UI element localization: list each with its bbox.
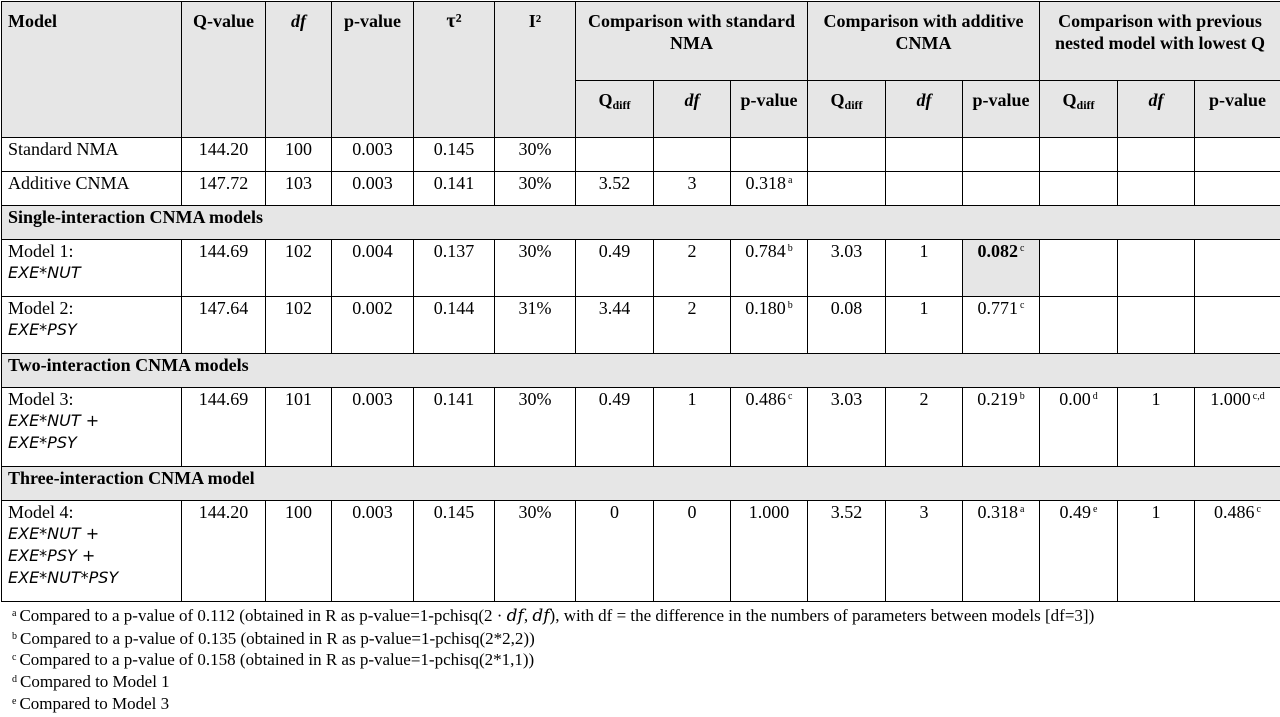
table-row xyxy=(2,240,1280,297)
p-value: 0.004 xyxy=(332,240,414,297)
empty-cell xyxy=(1195,297,1280,354)
empty-cell xyxy=(1118,172,1195,206)
qdiff-standard: 0.49 xyxy=(576,240,654,297)
p-value: 0.003 xyxy=(332,172,414,206)
group-header-additive: Comparison with additive CNMA xyxy=(808,2,1040,81)
pvalue-standard: 0.784 $^b$ xyxy=(731,240,808,297)
pvalue-additive: 0.318 $^a$ xyxy=(963,501,1040,602)
col-header-tau2: τ² xyxy=(414,2,495,138)
empty-cell xyxy=(1040,297,1118,354)
empty-cell xyxy=(576,138,654,172)
section-row xyxy=(2,354,1280,388)
df-value: 103 xyxy=(266,172,332,206)
empty-cell xyxy=(1118,240,1195,297)
group-header-standard: Comparison with standard NMA xyxy=(576,2,808,81)
table-row xyxy=(2,501,1280,602)
qdiff-standard: 0 xyxy=(576,501,654,602)
section-row xyxy=(2,467,1280,501)
p-value: 0.003 xyxy=(332,138,414,172)
empty-cell xyxy=(1195,172,1280,206)
subheader-pvalue-additive: p-value xyxy=(963,81,1040,138)
df-standard: 3 xyxy=(654,172,731,206)
q-value: 144.20 xyxy=(182,501,266,602)
df-value: 100 xyxy=(266,138,332,172)
empty-cell xyxy=(654,138,731,172)
qdiff-additive: 0.08 xyxy=(808,297,886,354)
df-value: 101 xyxy=(266,388,332,467)
pvalue-standard: 1.000 xyxy=(731,501,808,602)
table-row xyxy=(2,388,1280,467)
subheader-qdiff-standard: $Q_{diff}$ xyxy=(576,81,654,138)
p-value: 0.003 xyxy=(332,501,414,602)
pvalue-standard: 0.486 $^c$ xyxy=(731,388,808,467)
col-header-df: df xyxy=(266,2,332,138)
tau2-value: 0.145 xyxy=(414,138,495,172)
footnote-a: $^a$ Compared to a p-value of 0.112 (obtained in R as p-value=1-pchisq(2 · df, df), with df = the difference in the numbers of parameters between models [df=3]) xyxy=(12,606,1095,626)
section-title: Three-interaction CNMA model xyxy=(2,467,1280,501)
df-value: 102 xyxy=(266,240,332,297)
pvalue-additive-highlighted: 0.082 $^c$ xyxy=(963,240,1040,297)
tau2-value: 0.141 xyxy=(414,172,495,206)
section-row xyxy=(2,206,1280,240)
header-row-1 xyxy=(2,2,1280,81)
df-additive: 1 xyxy=(886,240,963,297)
model-name: Model 2: EXE*PSY xyxy=(2,297,182,354)
subheader-df-previous: df xyxy=(1118,81,1195,138)
empty-cell xyxy=(1040,138,1118,172)
i2-value: 30% xyxy=(495,388,576,467)
empty-cell xyxy=(1118,138,1195,172)
df-additive: 1 xyxy=(886,297,963,354)
model-name: Additive CNMA xyxy=(2,172,182,206)
pvalue-previous: 1.000 $^{c,d}$ xyxy=(1195,388,1280,467)
subheader-pvalue-previous: p-value xyxy=(1195,81,1280,138)
table-row xyxy=(2,172,1280,206)
q-value: 144.69 xyxy=(182,240,266,297)
qdiff-previous: 0.00 $^d$ xyxy=(1040,388,1118,467)
df-value: 100 xyxy=(266,501,332,602)
footnote-b: $^b$ Compared to a p-value of 0.135 (obtained in R as p-value=1-pchisq(2*2,2)) xyxy=(12,628,535,648)
qdiff-standard: 3.52 xyxy=(576,172,654,206)
df-previous: 1 xyxy=(1118,388,1195,467)
df-additive: 3 xyxy=(886,501,963,602)
section-title: Single-interaction CNMA models xyxy=(2,206,1280,240)
empty-cell xyxy=(963,172,1040,206)
q-value: 144.20 xyxy=(182,138,266,172)
table-row xyxy=(2,138,1280,172)
empty-cell xyxy=(1118,297,1195,354)
empty-cell xyxy=(731,138,808,172)
qdiff-additive: 3.03 xyxy=(808,388,886,467)
footnote-d: $^d$ Compared to Model 1 xyxy=(12,672,170,692)
footnotes xyxy=(12,605,1094,715)
df-standard: 2 xyxy=(654,297,731,354)
q-value: 147.72 xyxy=(182,172,266,206)
df-value: 102 xyxy=(266,297,332,354)
empty-cell xyxy=(808,138,886,172)
qdiff-standard: 3.44 xyxy=(576,297,654,354)
subheader-qdiff-previous: $Q_{diff}$ xyxy=(1040,81,1118,138)
empty-cell xyxy=(886,172,963,206)
pvalue-additive: 0.771 $^c$ xyxy=(963,297,1040,354)
i2-value: 30% xyxy=(495,138,576,172)
empty-cell xyxy=(886,138,963,172)
df-previous: 1 xyxy=(1118,501,1195,602)
tau2-value: 0.145 xyxy=(414,501,495,602)
footnote-e: $^e$ Compared to Model 3 xyxy=(12,693,170,713)
qdiff-additive: 3.03 xyxy=(808,240,886,297)
pvalue-additive: 0.219 $^b$ xyxy=(963,388,1040,467)
empty-cell xyxy=(808,172,886,206)
subheader-pvalue-standard: p-value xyxy=(731,81,808,138)
empty-cell xyxy=(1040,240,1118,297)
i2-value: 30% xyxy=(495,172,576,206)
qdiff-standard: 0.49 xyxy=(576,388,654,467)
empty-cell xyxy=(1195,240,1280,297)
col-header-model: Model xyxy=(2,2,182,138)
q-value: 144.69 xyxy=(182,388,266,467)
pvalue-previous: 0.486 $^c$ xyxy=(1195,501,1280,602)
group-header-previous: Comparison with previous nested model with lowest Q xyxy=(1040,2,1280,81)
df-standard: 0 xyxy=(654,501,731,602)
tau2-value: 0.144 xyxy=(414,297,495,354)
subheader-qdiff-additive: $Q_{diff}$ xyxy=(808,81,886,138)
df-standard: 1 xyxy=(654,388,731,467)
qdiff-additive: 3.52 xyxy=(808,501,886,602)
col-header-i2: I² xyxy=(495,2,576,138)
q-value: 147.64 xyxy=(182,297,266,354)
subheader-df-standard: df xyxy=(654,81,731,138)
df-additive: 2 xyxy=(886,388,963,467)
subheader-df-additive: df xyxy=(886,81,963,138)
model-name: Model 4: EXE*NUT + EXE*PSY + EXE*NUT*PSY xyxy=(2,501,182,602)
empty-cell xyxy=(1040,172,1118,206)
model-name: Standard NMA xyxy=(2,138,182,172)
p-value: 0.002 xyxy=(332,297,414,354)
qdiff-previous: 0.49 $^e$ xyxy=(1040,501,1118,602)
footnote-c: $^c$ Compared to a p-value of 0.158 (obtained in R as p-value=1-pchisq(2*1,1)) xyxy=(12,650,535,670)
tau2-value: 0.137 xyxy=(414,240,495,297)
results-table xyxy=(1,1,1280,602)
i2-value: 30% xyxy=(495,501,576,602)
pvalue-standard: 0.180 $^b$ xyxy=(731,297,808,354)
pvalue-standard: 0.318 $^a$ xyxy=(731,172,808,206)
p-value: 0.003 xyxy=(332,388,414,467)
col-header-qvalue: Q-value xyxy=(182,2,266,138)
table-row xyxy=(2,297,1280,354)
col-header-pvalue: p-value xyxy=(332,2,414,138)
model-name: Model 3: EXE*NUT + EXE*PSY xyxy=(2,388,182,467)
empty-cell xyxy=(963,138,1040,172)
empty-cell xyxy=(1195,138,1280,172)
i2-value: 31% xyxy=(495,297,576,354)
section-title: Two-interaction CNMA models xyxy=(2,354,1280,388)
model-name: Model 1: EXE*NUT xyxy=(2,240,182,297)
i2-value: 30% xyxy=(495,240,576,297)
tau2-value: 0.141 xyxy=(414,388,495,467)
df-standard: 2 xyxy=(654,240,731,297)
